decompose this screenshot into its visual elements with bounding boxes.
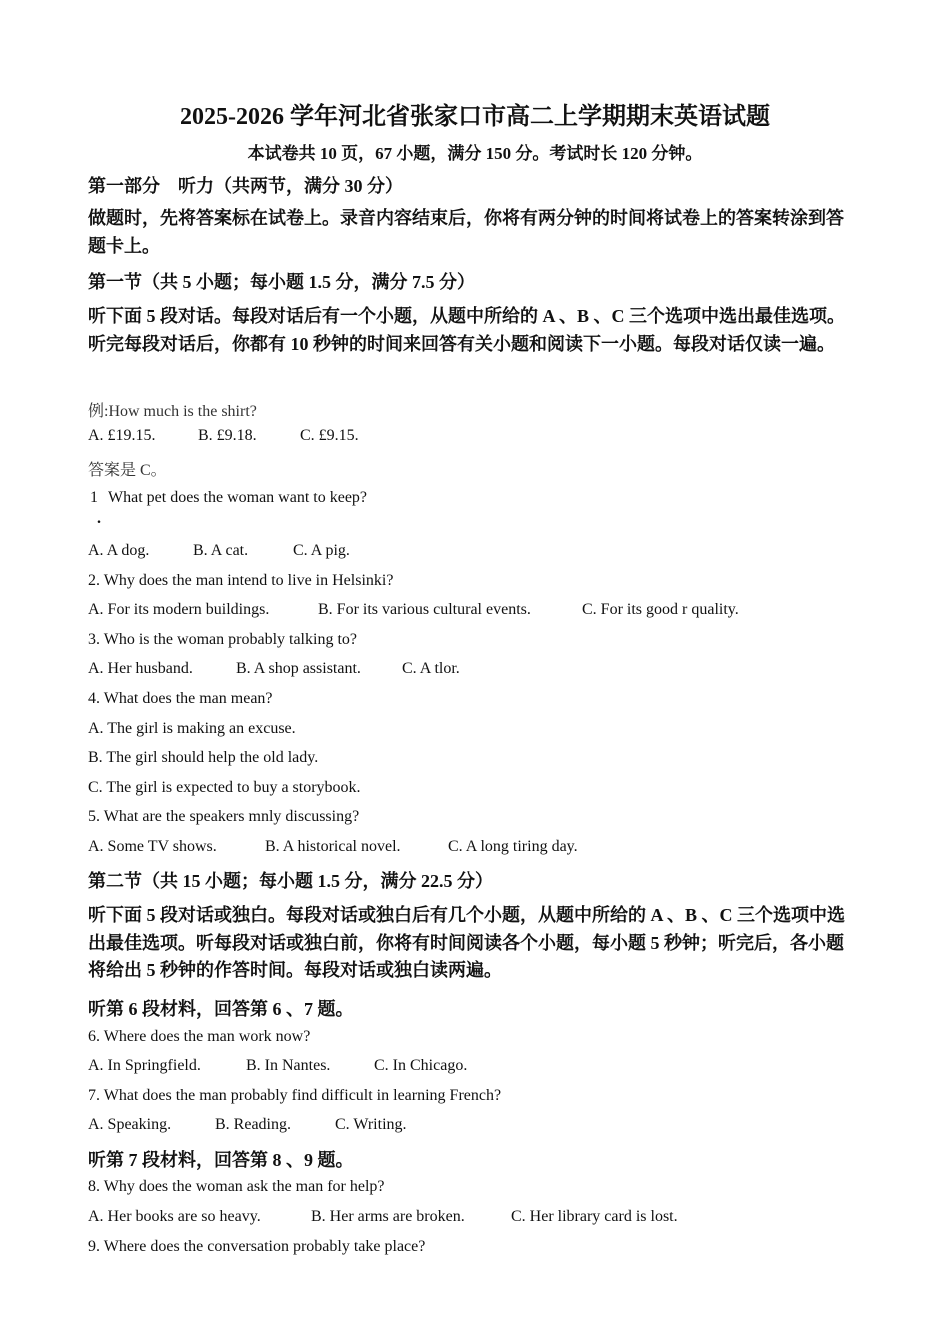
- example-option-c: C. £9.15.: [300, 427, 359, 444]
- q5-option-a: A. Some TV shows.: [88, 838, 217, 855]
- q6-question: 6. Where does the man work now?: [88, 1028, 311, 1045]
- section2-instruction: 听下面 5 段对话或独白。每段对话或独白后有几个小题，从题中所给的 A 、B 、C 三个选项中选出最佳选项。听每段对话或独白前，你将有时间阅读各个小题，每小题 5 秒钟；听完后，各小题将给出 5 秒钟的作答时间。每段对话或独白读两遍。: [88, 905, 846, 980]
- material6-heading: 听第 6 段材料，回答第 6 、7 题。: [88, 999, 354, 1019]
- q1-option-a: A. A dog.: [88, 542, 150, 559]
- part1-heading: 第一部分 听力（共两节，满分 30 分）: [88, 176, 403, 196]
- q6-option-b: B. In Nantes.: [246, 1057, 331, 1074]
- q4-question: 4. What does the man mean?: [88, 690, 273, 707]
- q1-option-b: B. A cat.: [193, 542, 249, 559]
- q2-option-b: B. For its various cultural events.: [318, 601, 531, 618]
- q7-option-b: B. Reading.: [215, 1116, 291, 1133]
- example-answer: 答案是 C。: [88, 462, 167, 479]
- q7-option-c: C. Writing.: [335, 1116, 407, 1133]
- q6-option-c: C. In Chicago.: [374, 1057, 468, 1074]
- q8-question: 8. Why does the woman ask the man for help?: [88, 1178, 385, 1195]
- q4-option-a: A. The girl is making an excuse.: [88, 720, 296, 737]
- q1-option-c: C. A pig.: [293, 542, 350, 559]
- material7-heading: 听第 7 段材料，回答第 8 、9 题。: [88, 1150, 354, 1170]
- exam-subtitle: 本试卷共 10 页，67 小题，满分 150 分。考试时长 120 分钟。: [247, 144, 703, 163]
- part1-instruction: 做题时，先将答案标在试卷上。录音内容结束后，你将有两分钟的时间将试卷上的答案转涂到答题卡上。: [88, 208, 844, 256]
- exam-title: 2025-2026 学年河北省张家口市高二上学期期末英语试题: [180, 104, 770, 130]
- q2-option-c: C. For its good r quality.: [582, 601, 739, 618]
- q9-question: 9. Where does the conversation probably take place?: [88, 1238, 426, 1255]
- q1-question: What pet does the woman want to keep?: [108, 489, 368, 506]
- q3-question: 3. Who is the woman probably talking to?: [88, 631, 357, 648]
- q8-option-b: B. Her arms are broken.: [311, 1208, 465, 1225]
- q3-option-a: A. Her husband.: [88, 660, 193, 677]
- q4-option-b: B. The girl should help the old lady.: [88, 749, 319, 766]
- section2-heading: 第二节（共 15 小题；每小题 1.5 分，满分 22.5 分）: [88, 871, 493, 891]
- example-option-a: A. £19.15.: [88, 427, 156, 444]
- q2-question: 2. Why does the man intend to live in Helsinki?: [88, 572, 394, 589]
- q4-option-c: C. The girl is expected to buy a storybook.: [88, 779, 361, 796]
- q1-dot: .: [97, 510, 101, 527]
- q8-option-c: C. Her library card is lost.: [511, 1208, 678, 1225]
- q3-option-b: B. A shop assistant.: [236, 660, 361, 677]
- q3-option-c: C. A tlor.: [402, 660, 460, 677]
- example-option-b: B. £9.18.: [198, 427, 257, 444]
- q5-option-b: B. A historical novel.: [265, 838, 401, 855]
- q8-option-a: A. Her books are so heavy.: [88, 1208, 261, 1225]
- q7-question: 7. What does the man probably find difficult in learning French?: [88, 1087, 502, 1104]
- q7-option-a: A. Speaking.: [88, 1116, 172, 1133]
- q5-question: 5. What are the speakers mnly discussing?: [88, 808, 360, 825]
- example-question: 例:How much is the shirt?: [88, 403, 257, 420]
- section1-instruction: 听下面 5 段对话。每段对话后有一个小题，从题中所给的 A 、B 、C 三个选项中选出最佳选项。听完每段对话后，你都有 10 秒钟的时间来回答有关小题和阅读下一小题。每段对话仅读一遍。: [88, 306, 846, 354]
- q1-number: 1: [90, 489, 98, 506]
- q6-option-a: A. In Springfield.: [88, 1057, 201, 1074]
- section1-heading: 第一节（共 5 小题；每小题 1.5 分，满分 7.5 分）: [88, 272, 475, 292]
- q5-option-c: C. A long tiring day.: [448, 838, 578, 855]
- q2-option-a: A. For its modern buildings.: [88, 601, 270, 618]
